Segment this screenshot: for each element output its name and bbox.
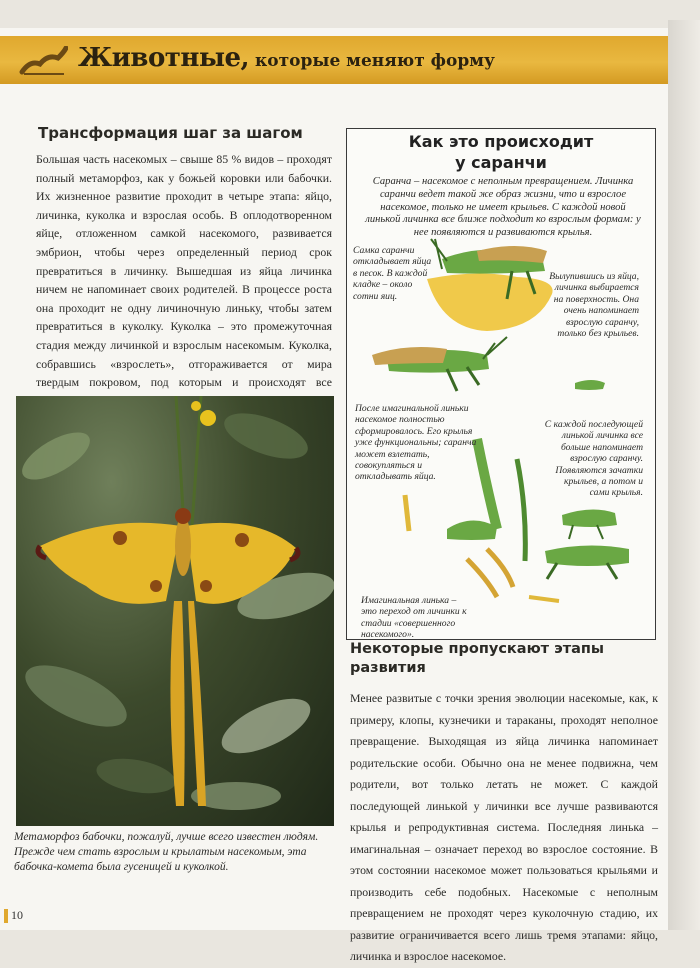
page-number-text: 10 bbox=[11, 908, 23, 922]
section2-body: Менее развитые с точки зрения эволюции насекомые, как, к примеру, клопы, кузнечики и тараканы, проходят неполное превращение. Выходящая из яйца личинка напоминает родительские особи. Обычно она не менее подвижна, чем родители, вот только летать не может. С каждой последующей линькой у личинки все лучше развиваются крылья и репродуктивная система. Последняя линька – имагинальная – означает переход во взрослое состояние. В этом состоянии насекомое может пользоваться крыльями и производить себе подобных. Насекомые с неполным превращением не проходят через куколочную стадию, их развитие ограничивается всего лишь тремя этапами: яйцо, личинка и взрослое насекомое. bbox=[350, 691, 658, 963]
page-number bbox=[4, 908, 23, 923]
chapter-title-main: Животные, bbox=[78, 43, 250, 73]
butterfly-photo bbox=[16, 396, 334, 826]
locust-illustrations bbox=[347, 129, 655, 639]
page-number-marker bbox=[4, 909, 8, 923]
nymph-molt-2 bbox=[545, 545, 629, 579]
section-body: Большая часть насекомых – свыше 85 % видов – проходят полный метаморфоз, как у божьей коровки или бабочки. Их жизненное развитие проходит в четыре этапа: яйцо, личинка, куколка и взрослая особь. В оплодотворенном яйце, отложенном самкой насекомого, развивается эмбрион, чтобы через определенный период срок превратиться в личинку. Вышедшая из яйца личинка ничем не напоминает своих родителей. В процессе роста она проходит не одну личиночную линьку, чтобы затем превратиться в куколку. Куколка – это промежуточная стадия между личинкой и взрослым насекомым. Куколка, собравшись «взрослеть», отгораживается от мира твердым покровом, под которым и происходят все bbox=[36, 152, 332, 390]
infobox-intro: Саранча – насекомое с неполным превращением. Личинка саранчи ведет такой же образ жизни, что и взрослое насекомое, только не имеет крыльев. С каждой новой линькой личинка все ближе подходит ко взрослым формам: у нее появляются и развиваются крылья. bbox=[365, 176, 641, 239]
caterpillar-icon bbox=[18, 46, 68, 76]
annotation-final-molt: После имагинальной линьки насекомое полностью сформировалось. Его крылья уже функциональны; саранча может взлетать, совокупляться и откладывать яйца. bbox=[355, 403, 477, 483]
nymph-molt-1 bbox=[562, 509, 617, 539]
locust-infobox bbox=[346, 128, 656, 640]
sand-patch bbox=[427, 273, 553, 331]
nymph-small bbox=[575, 380, 605, 390]
chapter-header bbox=[0, 36, 668, 84]
section2-title: Некоторые пропускают этапы развития bbox=[350, 641, 605, 676]
comet-moth bbox=[38, 508, 298, 806]
annotation-hatching: Вылупившись из яйца, личинка выбирается на поверхность. Она очень напоминает взрослую саранчу, только без крыльев. bbox=[549, 271, 639, 340]
infobox-title-line1: Как это происходит bbox=[408, 132, 594, 151]
annotation-molt-stages: С каждой последующей линькой личинка все больше напоминает взрослую саранчу. Появляются зачатки крыльев, а потом и сами крылья. bbox=[544, 419, 643, 499]
annotation-female-laying: Самка саранчи откладывает яйца в песок. В каждой кладке – около сотни яиц. bbox=[353, 245, 432, 302]
annotation-imago: Имагинальная линька – это переход от личинки к стадии «совершенного насекомого». bbox=[361, 595, 467, 641]
section-title: Трансформация шаг за шагом bbox=[38, 124, 303, 142]
chapter-title-rest: которые меняют форму bbox=[249, 51, 495, 71]
facing-page-edge bbox=[668, 20, 700, 930]
adult-locust-2 bbox=[372, 337, 507, 391]
infobox-title-line2: у саранчи bbox=[455, 153, 547, 172]
photo-caption: Метаморфоз бабочки, пожалуй, лучше всего известен людям. Прежде чем стать взрослым и крылатым насекомым, эта бабочка-комета была гусеницей и куколкой. bbox=[14, 831, 319, 873]
chapter-title bbox=[78, 43, 495, 73]
